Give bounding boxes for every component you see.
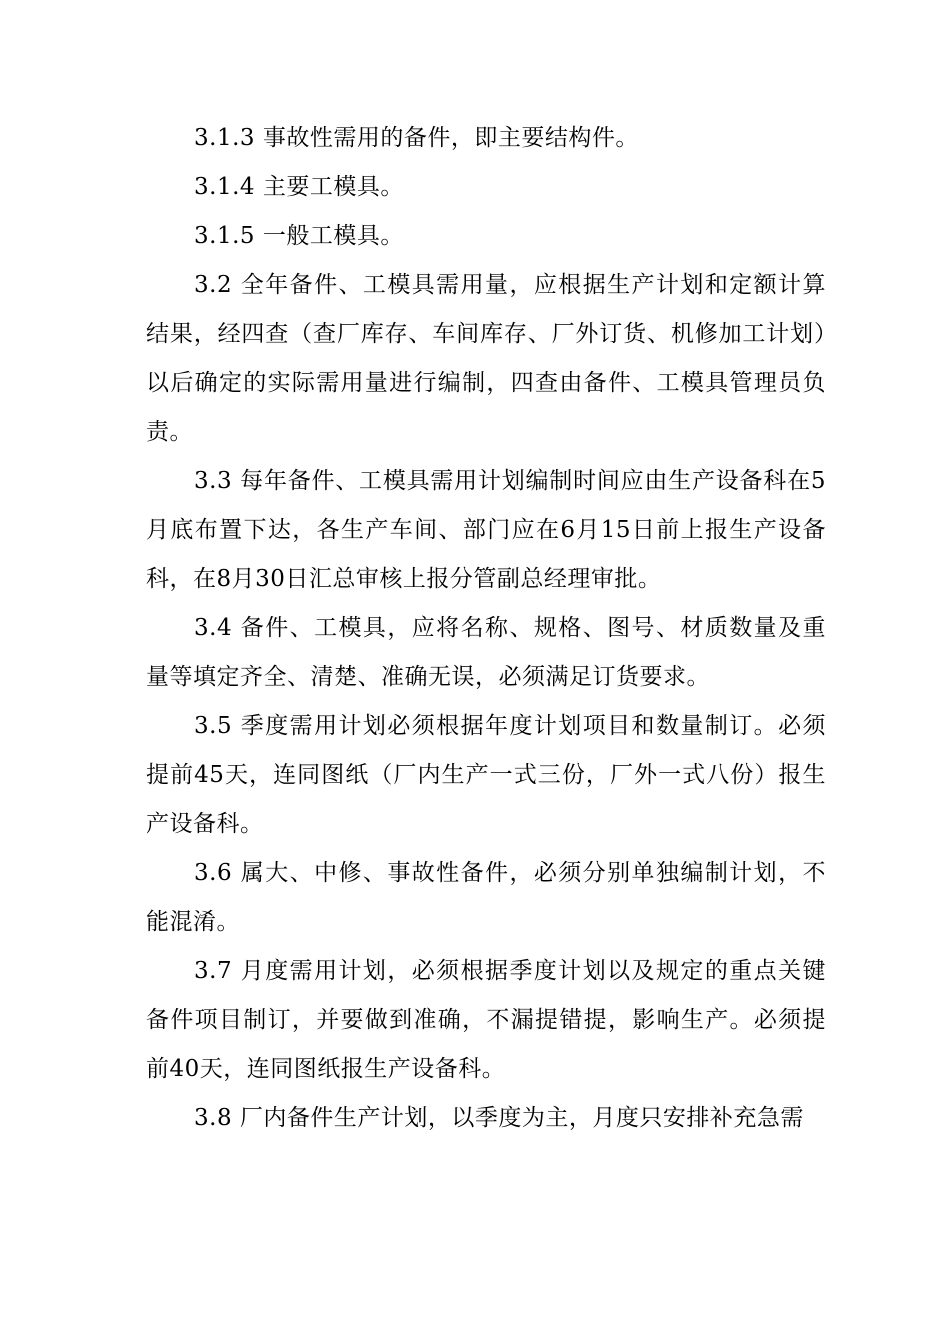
document-body	[146, 114, 826, 1143]
paragraph-3-8: 3.8 厂内备件生产计划，以季度为主，月度只安排补充急需	[194, 1105, 804, 1131]
paragraph-3-3: 3.3 每年备件、工模具需用计划编制时间应由生产设备科在5月底布置下达，各生产车间、部门应在6月15日前上报生产设备科，在8月30日汇总审核上报分管副总经理审批。	[146, 468, 826, 592]
paragraph-3-1-4: 3.1.4 主要工模具。	[194, 174, 404, 200]
paragraph-3-1-3: 3.1.3 事故性需用的备件，即主要结构件。	[194, 125, 639, 151]
paragraph-3-7: 3.7 月度需用计划，必须根据季度计划以及规定的重点关键备件项目制订，并要做到准确，不漏提错提，影响生产。必须提前40天，连同图纸报生产设备科。	[146, 958, 826, 1082]
paragraph-3-1-5: 3.1.5 一般工模具。	[194, 223, 404, 249]
paragraph-3-2: 3.2 全年备件、工模具需用量，应根据生产计划和定额计算结果，经四查（查厂库存、车间库存、厂外订货、机修加工计划）以后确定的实际需用量进行编制，四查由备件、工模具管理员负责。	[146, 272, 826, 445]
paragraph-3-6: 3.6 属大、中修、事故性备件，必须分别单独编制计划，不能混淆。	[146, 860, 826, 935]
paragraph-3-4: 3.4 备件、工模具，应将名称、规格、图号、材质数量及重量等填定齐全、清楚、准确无误，必须满足订货要求。	[146, 615, 826, 690]
paragraph-3-5: 3.5 季度需用计划必须根据年度计划项目和数量制订。必须提前45天，连同图纸（厂内生产一式三份，厂外一式八份）报生产设备科。	[146, 713, 826, 837]
